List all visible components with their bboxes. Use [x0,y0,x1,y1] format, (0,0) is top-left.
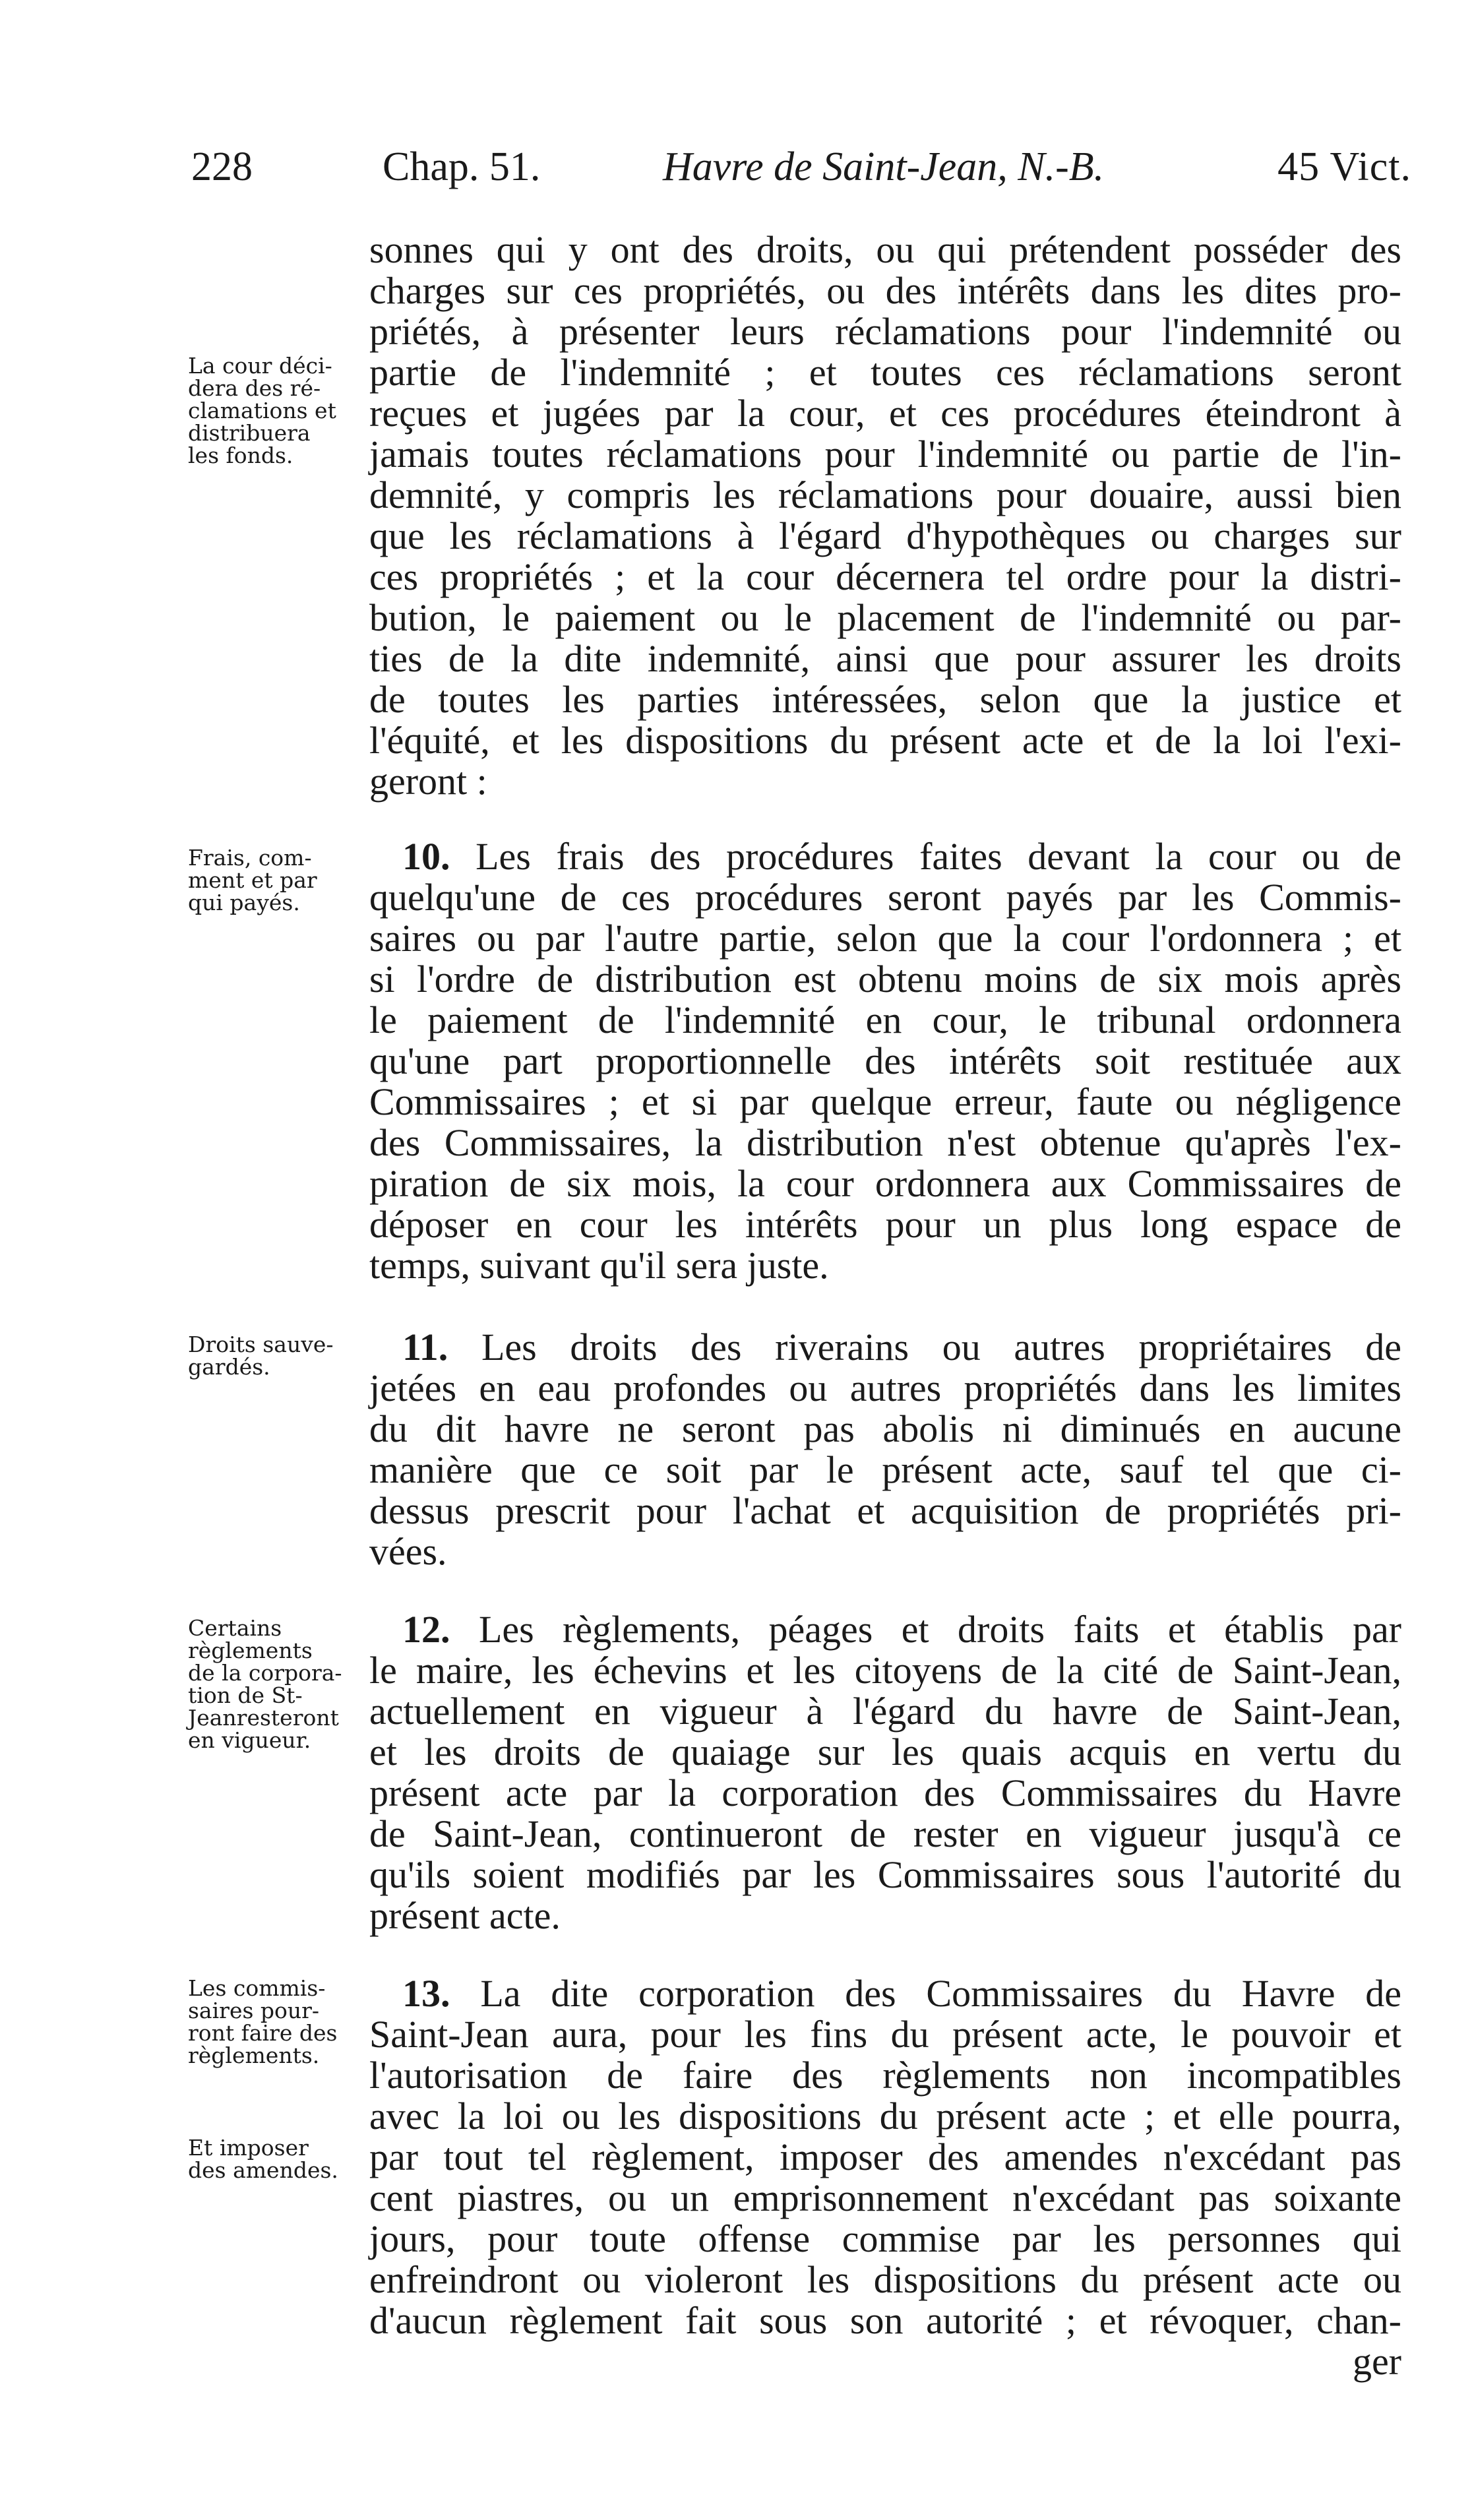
text-line: ces propriétés ; et la cour décernera tel ordre pour la distri- [369,555,1401,598]
text-line: demnité, y compris les réclamations pour douaire, aussi bien [369,474,1401,516]
text-line: 13. La dite corporation des Commissaires du Havre de [402,1972,1401,2015]
margin-line: saires pour- [188,1998,320,2023]
text-line: reçues et jugées par la cour, et ces procédures éteindront à [369,392,1401,435]
text-line: des Commissaires, la distribution n'est obtenue qu'après l'ex- [369,1121,1401,1164]
text-line: et les droits de quaiage sur les quais acquis en vertu du [369,1731,1401,1773]
text-line: Commissaires ; et si par quelque erreur, faute ou négligence [369,1080,1401,1123]
text-line: avec la loi ou les dispositions du présent acte ; et elle pourra, [369,2095,1401,2137]
margin-line: distribuera [188,420,311,446]
section-number: 11. [402,1326,448,1368]
margin-line: des amendes. [188,2157,338,2183]
margin-note-section-10 [188,847,366,914]
page-number: 228 [191,144,253,189]
text-line: du dit havre ne seront pas abolis ni diminués en aucune [369,1407,1401,1450]
text-line: manière que ce soit par le présent acte, sauf tel que ci- [369,1448,1401,1491]
margin-line: qui payés. [188,890,300,915]
margin-line: Certains [188,1615,282,1641]
section-13 [369,1973,1401,2382]
text-line: saires ou par l'autre partie, selon que la cour l'ordonnera ; et [369,917,1401,960]
margin-line: en vigueur. [188,1727,311,1753]
text-line: de Saint-Jean, continueront de rester en vigueur jusqu'à ce [369,1812,1401,1855]
margin-note-section-12 [188,1617,366,1752]
chapter-label: Chap. 51. [383,144,541,189]
text-line: que les réclamations à l'égard d'hypothèques ou charges sur [369,514,1401,557]
text-line: jours, pour toute offense commise par les personnes qui [369,2217,1401,2260]
text-line: l'équité, et les dispositions du présent acte et de la loi l'exi- [369,719,1401,762]
text-line: cent piastres, ou un emprisonnement n'excédant pas soixante [369,2176,1401,2219]
text-line: par tout tel règlement, imposer des amendes n'excédant pas [369,2136,1401,2178]
text-line: partie de l'indemnité ; et toutes ces réclamations seront [369,351,1401,394]
text-line: d'aucun règlement fait sous son autorité ; et révoquer, chan- [369,2299,1401,2342]
margin-line: Jeanresteront [188,1705,339,1731]
margin-line: règlements. [188,2043,320,2068]
text-line: sonnes qui y ont des droits, ou qui prétendent posséder des [369,228,1401,271]
section-12 [369,1609,1401,1936]
text-line: le paiement de l'indemnité en cour, le tribunal ordonnera [369,999,1401,1041]
margin-note-intro [188,355,366,467]
margin-line: de la corpora- [188,1660,342,1686]
text-line: qu'ils soient modifiés par les Commissaires sous l'autorité du [369,1853,1401,1896]
text-line: si l'ordre de distribution est obtenu moins de six mois après [369,958,1401,1000]
catchword: ger [1352,2340,1401,2383]
running-title: Havre de Saint-Jean, N.-B. [663,144,1105,189]
text-line: ties de la dite indemnité, ainsi que pour assurer les droits [369,637,1401,680]
running-header [191,144,1411,197]
margin-note-section-13-rules [188,1977,366,2067]
margin-line: Frais, com- [188,845,312,871]
margin-note-section-13-fines [188,2137,366,2182]
margin-line: les fonds. [188,443,293,468]
text-line: déposer en cour les intérêts pour un plus long espace de [369,1203,1401,1246]
text-line: 10. Les frais des procédures faites devant la cour ou de [402,835,1401,878]
text-line: jamais toutes réclamations pour l'indemnité ou partie de l'in- [369,433,1401,476]
text-line: vées. [369,1530,447,1573]
text-line: de toutes les parties intéressées, selon que la justice et [369,678,1401,721]
text-line: actuellement en vigueur à l'égard du havre de Saint-Jean, [369,1690,1401,1733]
margin-note-section-11 [188,1334,366,1378]
margin-line: règlements [188,1638,313,1663]
regnal-year: 45 Vict. [1277,144,1411,189]
margin-line: clamations et [188,398,336,423]
text-line: dessus prescrit pour l'achat et acquisition de propriétés pri- [369,1489,1401,1532]
margin-line: gardés. [188,1354,270,1380]
text-line: priétés, à présenter leurs réclamations pour l'indemnité ou [369,310,1401,353]
section-11 [369,1327,1401,1572]
margin-line: Droits sauve- [188,1332,334,1357]
text-line: 12. Les règlements, péages et droits faits et établis par [402,1608,1402,1651]
section-number: 10. [402,835,450,878]
text-line: geront : [369,760,487,803]
text-line: quelqu'une de ces procédures seront payés par les Commis- [369,876,1401,919]
text-line: charges sur ces propriétés, ou des intérêts dans les dites pro- [369,269,1401,312]
text-line: jetées en eau profondes ou autres propriétés dans les limites [369,1367,1401,1409]
margin-line: Et imposer [188,2135,309,2161]
section-number: 13. [402,1972,450,2015]
text-line: présent acte. [369,1894,561,1937]
margin-line: ment et par [188,867,317,893]
margin-line: Les commis- [188,1975,326,2001]
section-number: 12. [402,1608,450,1651]
intro-paragraph [369,230,1401,802]
text-line: piration de six mois, la cour ordonnera aux Commissaires de [369,1162,1401,1205]
text-line: le maire, les échevins et les citoyens de la cité de Saint-Jean, [369,1649,1401,1692]
text-line: Saint-Jean aura, pour les fins du présent acte, le pouvoir et [369,2013,1401,2056]
text-line: bution, le paiement ou le placement de l'indemnité ou par- [369,596,1401,639]
margin-line: dera des ré- [188,375,321,401]
margin-line: tion de St- [188,1682,303,1708]
text-line: temps, suivant qu'il sera juste. [369,1244,829,1287]
margin-line: ront faire des [188,2020,338,2046]
text-line: l'autorisation de faire des règlements non incompatibles [369,2054,1401,2097]
section-10 [369,836,1401,1286]
text-line: enfreindront ou violeront les dispositions du présent acte ou [369,2258,1401,2301]
text-line: qu'une part proportionnelle des intérêts soit restituée aux [369,1039,1401,1082]
margin-line: La cour déci- [188,353,332,379]
text-line: 11. Les droits des riverains ou autres propriétaires de [402,1326,1402,1368]
text-line: présent acte par la corporation des Commissaires du Havre [369,1771,1401,1814]
